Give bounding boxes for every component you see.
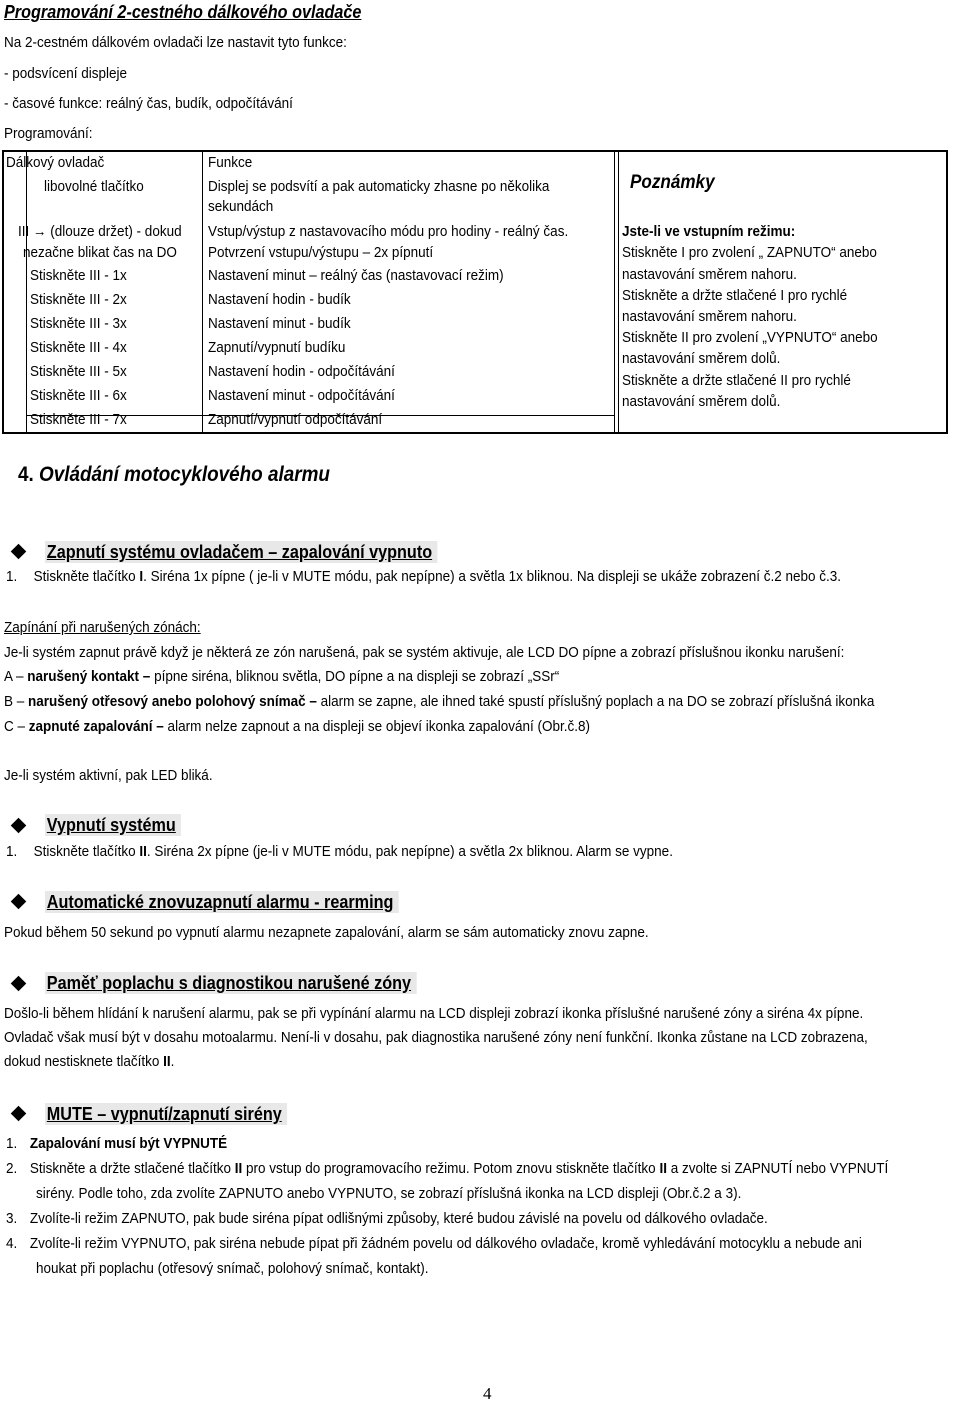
instruction-line — [6, 568, 841, 586]
zone-letter: B – — [4, 693, 29, 710]
notes-line: nastavování směrem dolů. — [622, 393, 781, 410]
zone-label: narušený kontakt – — [27, 668, 151, 685]
list-number: 1. — [6, 568, 18, 585]
notes-line: nastavování směrem nahoru. — [622, 266, 797, 283]
memory-text: Došlo-li během hlídání k narušení alarmu, pak se při vypínání alarmu na LCD displeji zobrazí ikonka příslušné narušené zóny a siréna 4x pípne. — [4, 1005, 864, 1022]
page-title: Programování 2-cestného dálkového ovladače — [4, 2, 362, 22]
table-row-function: Nastavení minut – reálný čas (nastavovací režim) — [208, 267, 504, 284]
subsection-heading: Paměť poplachu s diagnostikou narušené zóny — [45, 972, 416, 994]
list-number: 4. — [6, 1235, 18, 1252]
button-label: III — [18, 223, 30, 240]
memory-text-part: . — [170, 1053, 175, 1070]
notes-line: nastavování směrem nahoru. — [622, 308, 797, 325]
intro-line: Na 2-cestném dálkovém ovladači lze nastavit tyto funkce: — [4, 34, 347, 51]
table-divider — [26, 152, 27, 432]
list-item — [6, 1135, 227, 1153]
zone-item-c — [4, 718, 590, 736]
memory-text-part: dokud nestisknete tlačítko — [4, 1053, 164, 1070]
button-label: II — [659, 1160, 667, 1177]
arrow-right-icon: → — [33, 223, 47, 240]
zone-text: alarm nelze zapnout a na displeji se objeví ikonka zapalování (Obr.č.8) — [163, 718, 591, 735]
list-text: Zvolíte-li režim ZAPNUTO, pak bude siréna pípat odlišnými způsoby, které budou závislé na povelu od dálkového ovladače. — [29, 1210, 768, 1227]
diamond-bullet-icon — [11, 544, 27, 560]
table-row-button: Stiskněte III - 3x — [30, 315, 127, 332]
list-number: 1. — [6, 843, 18, 860]
instruction-line — [6, 843, 673, 861]
function-backlight: sekundách — [208, 198, 274, 215]
subsection-heading: Automatické znovuzapnutí alarmu - rearming — [45, 891, 399, 913]
zone-text: pípne siréna, bliknou světla, DO pípne a na displeji se zobrazí „SSr“ — [150, 668, 560, 685]
hold-text: (dlouze držet) - dokud — [50, 223, 182, 240]
section-number: 4. — [18, 463, 34, 486]
table-row-function: Zapnutí/vypnutí budíku — [208, 339, 346, 356]
memory-text: Ovladač však musí být v dosahu motoalarmu. Není-li v dosahu, pak diagnostika narušené zóny není funkční. Ikonka zůstane na LCD zobrazena, — [4, 1029, 868, 1046]
list-text: Stiskněte a držte stlačené tlačítko — [29, 1160, 235, 1177]
subsection-heading: Vypnutí systému — [45, 814, 181, 836]
button-label: II — [234, 1160, 243, 1177]
list-item-continuation: houkat při poplachu (otřesový snímač, polohový snímač, kontakt). — [36, 1260, 429, 1277]
table-row-button: Stiskněte III - 1x — [30, 267, 127, 284]
table-row-button: Stiskněte III - 6x — [30, 387, 127, 404]
section-title: Ovládání motocyklového alarmu — [39, 463, 330, 486]
table-row-button: Stiskněte III - 7x — [30, 411, 127, 428]
zone-text: alarm se zapne, ale ihned také spustí příslušný poplach a na DO se zobrazí příslušná ikonka — [316, 693, 875, 710]
list-item — [6, 1160, 888, 1178]
button-label: I — [139, 568, 144, 585]
table-row-function: Nastavení hodin - budík — [208, 291, 351, 308]
button-label: II — [163, 1053, 171, 1070]
remote-hold-button: nezačne blikat čas na DO — [23, 244, 177, 261]
zone-label: zapnuté zapalování – — [28, 718, 164, 735]
function-clock-mode: Vstup/výstup z nastavovacího módu pro hodiny - reálný čas. — [208, 223, 569, 240]
instruction-text: . Siréna 2x pípne (je-li v MUTE módu, pak nepípne) a světla 2x bliknou. Alarm se vypne. — [146, 843, 673, 860]
table-row-function: Zapnutí/vypnutí odpočítávání — [208, 411, 383, 428]
list-item — [6, 1210, 768, 1228]
table-row-function: Nastavení minut - odpočítávání — [208, 387, 395, 404]
zone-item-a — [4, 668, 559, 686]
instruction-text: . Siréna 1x pípne ( je-li v MUTE módu, pak nepípne) a světla 1x bliknou. Na displeji se ukáže zobrazení č.2 nebo č.3. — [143, 568, 842, 585]
subsection-heading: MUTE – vypnutí/zapnutí sirény — [45, 1103, 287, 1125]
intro-line: - podsvícení displeje — [4, 65, 128, 82]
notes-line: Stiskněte a držte stlačené II pro rychlé — [622, 372, 851, 389]
list-text: Zapalování musí být VYPNUTÉ — [29, 1135, 228, 1152]
function-clock-mode: Potvrzení vstupu/výstupu – 2x pípnutí — [208, 244, 434, 261]
diamond-bullet-icon — [11, 1106, 27, 1122]
list-item — [6, 1235, 862, 1253]
col-header-function: Funkce — [208, 154, 253, 171]
table-row-button: Stiskněte III - 2x — [30, 291, 127, 308]
list-number: 2. — [6, 1160, 18, 1177]
button-label: II — [139, 843, 147, 860]
list-text: a zvolte si ZAPNUTÍ nebo VYPNUTÍ — [666, 1160, 889, 1177]
col-header-remote: Dálkový ovladač — [6, 154, 105, 171]
diamond-bullet-icon — [11, 894, 27, 910]
notes-heading: Jste-li ve vstupním režimu: — [622, 223, 796, 240]
led-status-text: Je-li systém aktivní, pak LED bliká. — [4, 767, 213, 784]
programming-table — [2, 150, 948, 434]
table-divider — [202, 152, 203, 432]
diamond-bullet-icon — [11, 818, 27, 834]
section-heading — [18, 463, 330, 487]
list-number: 1. — [6, 1135, 18, 1152]
table-row-button: Stiskněte III - 5x — [30, 363, 127, 380]
remote-any-button: libovolné tlačítko — [44, 178, 144, 195]
rearming-text: Pokud během 50 sekund po vypnutí alarmu nezapnete zapalování, alarm se sám automaticky znovu zapne. — [4, 924, 649, 941]
zones-text: Je-li systém zapnut právě když je některá ze zón narušená, pak se systém aktivuje, ale LCD DO pípne a zobrazí příslušnou ikonku narušení: — [4, 644, 845, 661]
table-row-function: Nastavení minut - budík — [208, 315, 351, 332]
notes-line: Stiskněte a držte stlačené I pro rychlé — [622, 287, 848, 304]
instruction-text: Stiskněte tlačítko — [33, 568, 140, 585]
notes-line: nastavování směrem dolů. — [622, 350, 781, 367]
list-item-continuation: sirény. Podle toho, zda zvolíte ZAPNUTO anebo VYPNUTO, se zobrazí příslušná ikonka na LCD displeji (Obr.č.2 a 3). — [36, 1185, 742, 1202]
notes-line: Stiskněte II pro zvolení „VYPNUTO“ anebo — [622, 329, 878, 346]
zones-heading: Zapínání při narušených zónách: — [4, 619, 201, 636]
zone-letter: C – — [4, 718, 29, 735]
subsection-heading: Zapnutí systému ovladačem – zapalování vypnuto — [45, 541, 438, 563]
page-number: 4 — [483, 1384, 492, 1403]
list-text: pro vstup do programovacího režimu. Potom znovu stiskněte tlačítko — [242, 1160, 660, 1177]
intro-line: - časové funkce: reálný čas, budík, odpočítávání — [4, 95, 293, 112]
intro-line: Programování: — [4, 125, 93, 142]
list-text: Zvolíte-li režim VYPNUTO, pak siréna nebude pípat při žádném povelu od dálkového ovladače, kromě vyhledávání motocyklu a nebude ani — [29, 1235, 862, 1252]
remote-hold-button — [18, 223, 182, 241]
notes-line: Stiskněte I pro zvolení „ ZAPNUTO“ anebo — [622, 244, 877, 261]
memory-text — [4, 1053, 174, 1071]
zone-letter: A – — [4, 668, 28, 685]
zone-label: narušený otřesový anebo polohový snímač – — [28, 693, 317, 710]
zone-item-b — [4, 693, 874, 711]
notes-title: Poznámky — [630, 172, 715, 193]
instruction-text: Stiskněte tlačítko — [33, 843, 140, 860]
table-row-button: Stiskněte III - 4x — [30, 339, 127, 356]
table-row-function: Nastavení hodin - odpočítávání — [208, 363, 395, 380]
table-divider — [614, 152, 619, 432]
function-backlight: Displej se podsvítí a pak automaticky zhasne po několika — [208, 178, 550, 195]
diamond-bullet-icon — [11, 976, 27, 992]
list-number: 3. — [6, 1210, 18, 1227]
